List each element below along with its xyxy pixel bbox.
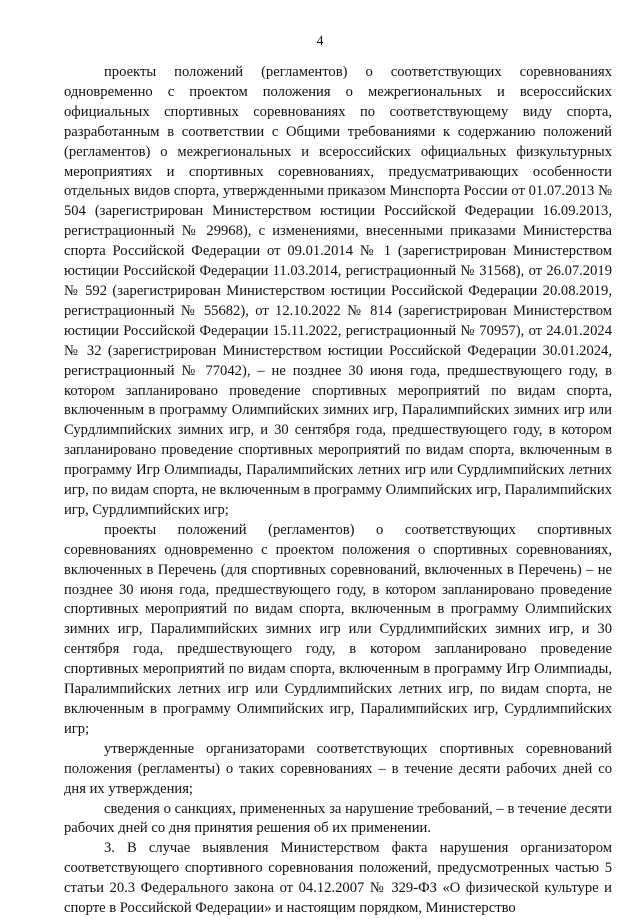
paragraph-item-3: 3. В случае выявления Министерством факта нарушения организатором соответствующего спортивного соревнования положений, предусмотренных частью 5 статьи 20.3 Федерального закона от 04.12.2007 № 329-ФЗ «О физической культуре и спорте в Российской Федерации» и настоящим порядком, Министерство — [64, 840, 612, 917]
document-body — [64, 63, 612, 919]
paragraph-draft-regulations-list: проекты положений (регламентов) о соответствующих спортивных соревнованиях одновременно с проектом положения о спортивных соревнованиях, включенных в Перечень (для спортивных соревнований, включенных в Перечень) – не позднее 30 июня года, предшествующего году, в котором запланировано проведение спортивных мероприятий по видам спорта, включенным в программу Олимпийских зимних игр, Паралимпийских зимних игр или Сурдлимпийских зимних игр, и 30 сентября года, предшествующего году, в котором запланировано проведение спортивных мероприятий по видам спорта, включенным в программу Игр Олимпиады, Паралимпийских летних игр или Сурдлимпийских летних игр, по видам спорта, не включенным в программу Олимпийских игр, Паралимпийских игр, Сурдлимпийских игр; — [64, 521, 612, 737]
paragraph-approved-regulations: утвержденные организаторами соответствующих спортивных соревнований положения (регламенты) о таких соревнованиях – в течение десяти рабочих дней со дня их утверждения; — [64, 740, 612, 797]
paragraph-draft-regulations-interregional: проекты положений (регламентов) о соответствующих соревнованиях одновременно с проектом положения о межрегиональных и всероссийских официальных спортивных соревнованиях по соответствующему виду спорта, разработанным в соответствии с Общими требованиями к содержанию положений (регламентов) о межрегиональных и всероссийских официальных физкультурных мероприятиях и спортивных соревнованиях, предусматривающих особенности отдельных видов спорта, утвержденными приказом Минспорта России от 01.07.2013 № 504 (зарегистрирован Министерством юстиции Российской Федерации 16.09.2013, регистрационный № 29968), с изменениями, внесенными приказами Министерства спорта Российской Федерации от 09.01.2014 № 1 (зарегистрирован Министерством юстиции Российской Федерации 11.03.2014, регистрационный № 31568), от 26.07.2019 № 592 (зарегистрирован Министерством юстиции Российской Федерации 20.08.2019, регистрационный № 55682), от 12.10.2022 № 814 (зарегистрирован Министерством юстиции Российской Федерации 15.11.2022, регистрационный № 70957), от 24.01.2024 № 32 (зарегистрирован Министерством юстиции Российской Федерации 30.01.2024, регистрационный № 77042), – не позднее 30 июня года, предшествующего году, в котором запланировано проведение спортивных мероприятий по видам спорта, включенным в программу Олимпийских зимних игр, Паралимпийских зимних игр или Сурдлимпийских зимних игр, и 30 сентября года, предшествующего году, в котором запланировано проведение спортивных мероприятий по видам спорта, включенным в программу Игр Олимпиады, Паралимпийских летних игр или Сурдлимпийских летних игр, по видам спорта, не включенным в программу Олимпийских игр, Паралимпийских игр, Сурдлимпийских игр; — [64, 64, 612, 518]
paragraph-sanctions: сведения о санкциях, примененных за нарушение требований, – в течение десяти рабочих дней со дня принятия решения об их применении. — [64, 800, 612, 837]
page-number: 4 — [316, 34, 324, 49]
